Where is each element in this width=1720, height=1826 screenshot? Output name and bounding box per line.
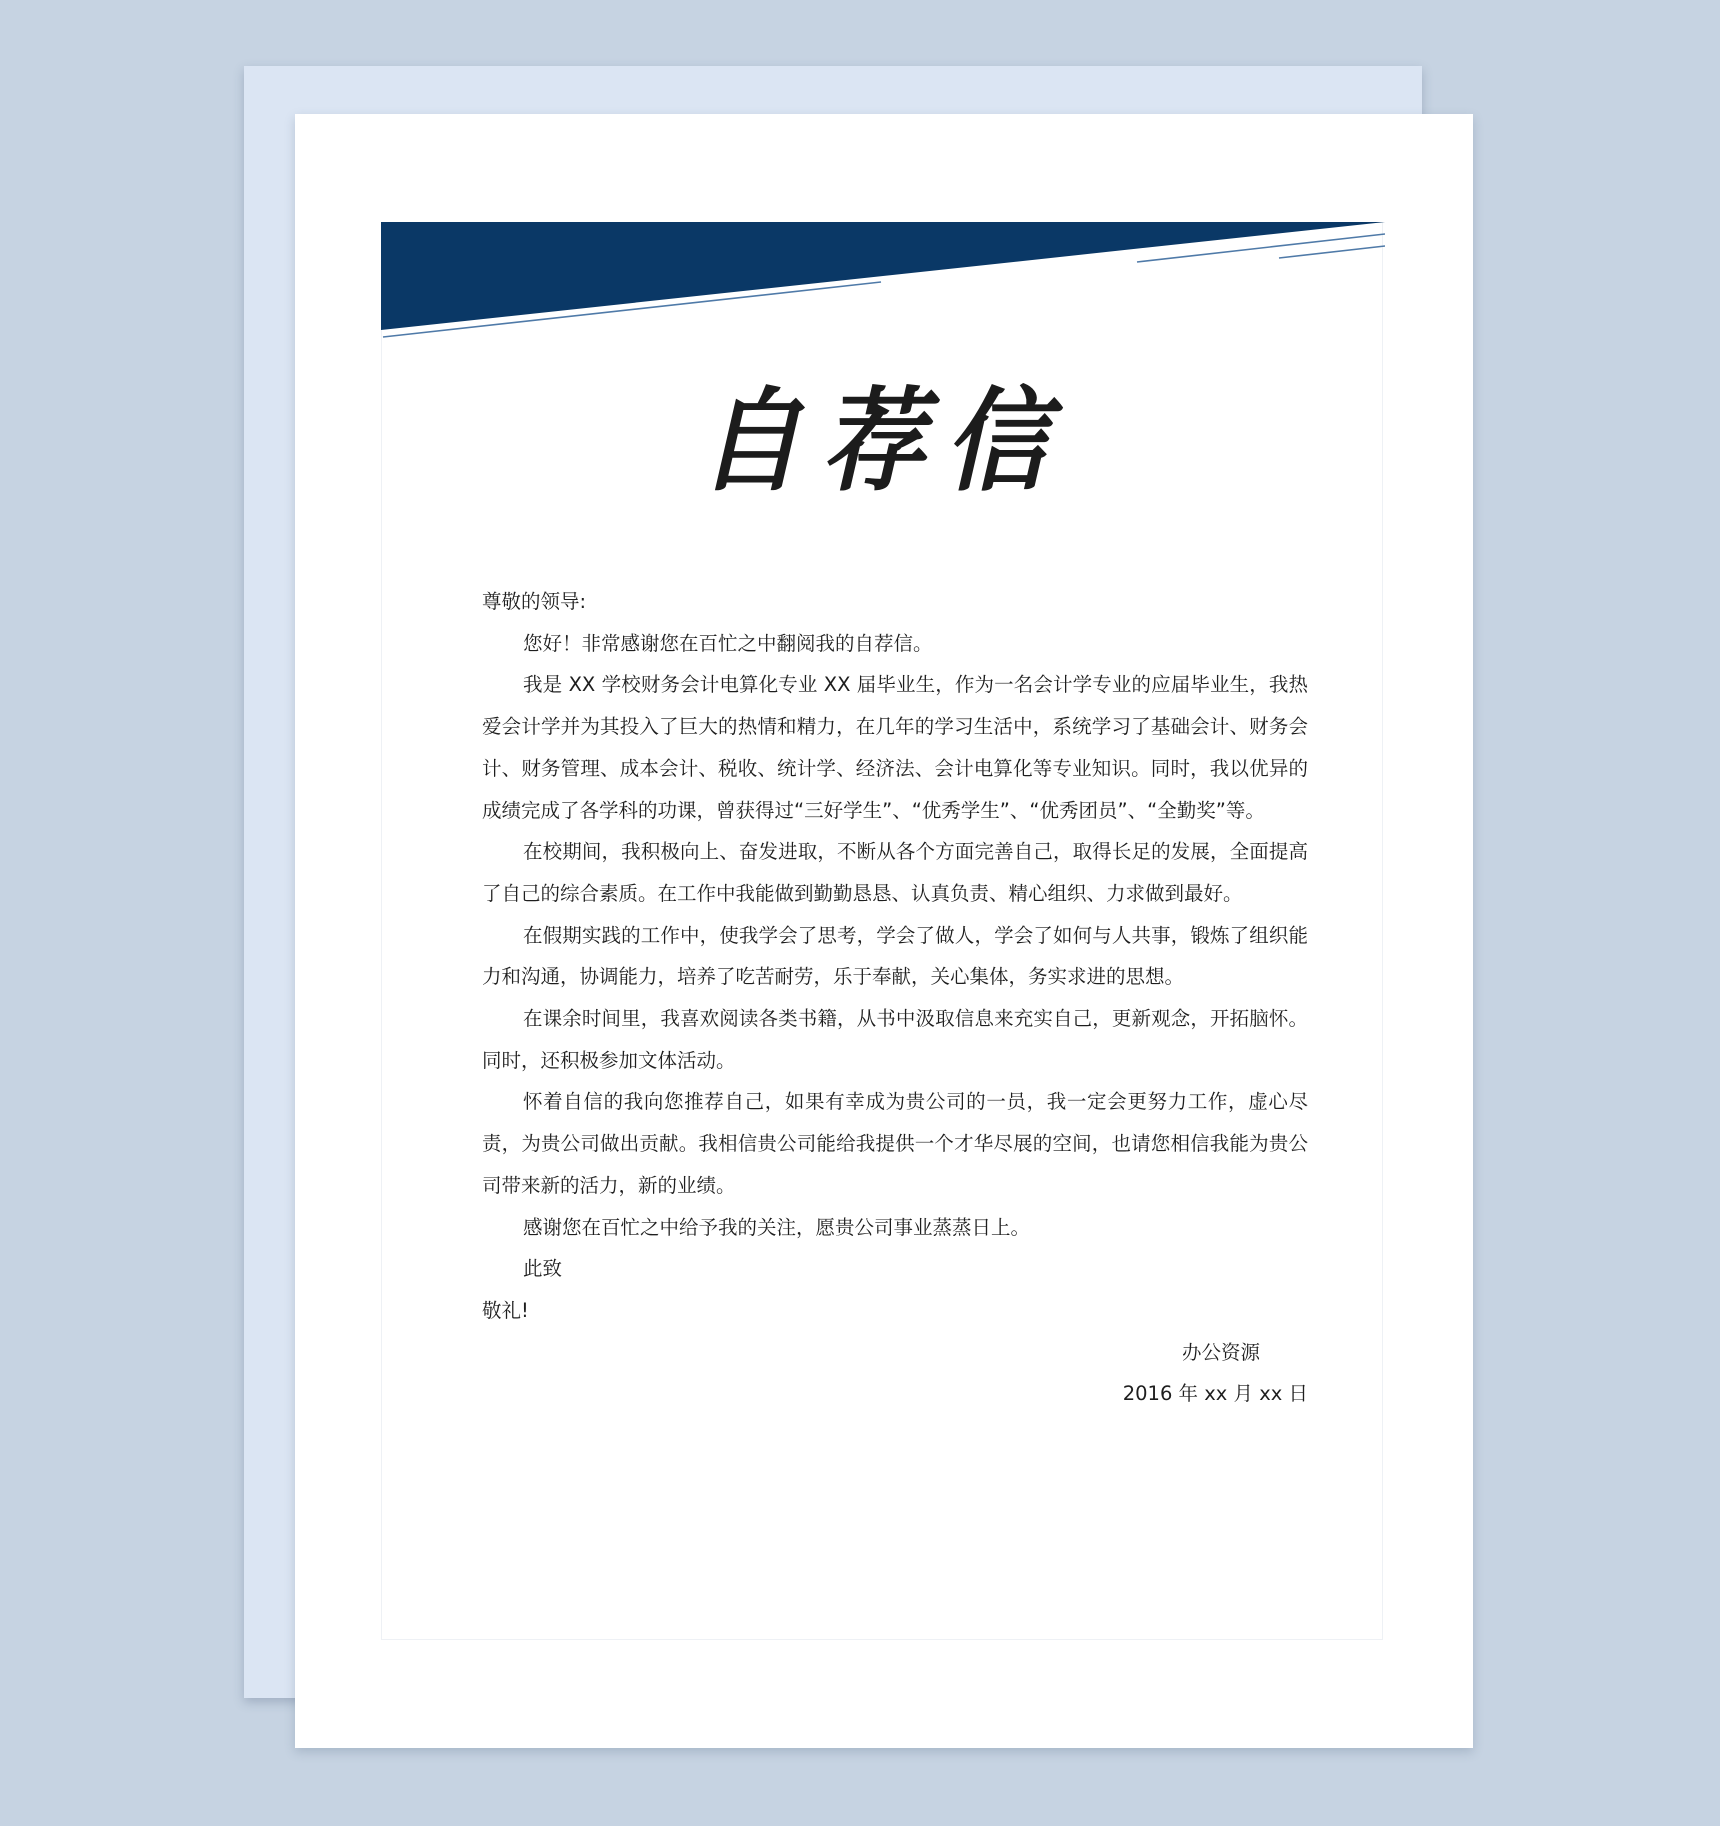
- header-line-right-2: [1279, 246, 1385, 258]
- paragraph: 在课余时间里，我喜欢阅读各类书籍，从书中汲取信息来充实自己，更新观念，开拓脑怀。同时，还积极参加文体活动。: [482, 1007, 1308, 1072]
- closing-salutation: 此致: [523, 1257, 563, 1281]
- paragraph: 您好！非常感谢您在百忙之中翻阅我的自荐信。: [523, 631, 933, 655]
- closing-regards: 敬礼!: [482, 1298, 529, 1322]
- letter-body: [482, 581, 1308, 1415]
- signature: 办公资源: [1181, 1340, 1260, 1364]
- header-band-shape: [381, 222, 1385, 330]
- letter-title: 自荐信: [698, 376, 1068, 507]
- paragraph: 怀着自信的我向您推荐自己，如果有幸成为贵公司的一员，我一定会更努力工作，虚心尽责，为贵公司做出贡献。我相信贵公司能给我提供一个才华尽展的空间，也请您相信我能为贵公司带来新的活力，新的业绩。: [482, 1090, 1308, 1197]
- header-band: [381, 222, 1385, 342]
- paragraph: 感谢您在百忙之中给予我的关注，愿贵公司事业蒸蒸日上。: [523, 1215, 1031, 1239]
- paragraph: 在校期间，我积极向上、奋发进取，不断从各个方面完善自己，取得长足的发展，全面提高了自己的综合素质。在工作中我能做到勤勤恳恳、认真负责、精心组织、力求做到最好。: [482, 840, 1308, 905]
- letter-date: 2016 年 xx 月 xx 日: [1122, 1382, 1308, 1406]
- greeting: 尊敬的领导:: [482, 590, 587, 613]
- paragraph: 我是 XX 学校财务会计电算化专业 XX 届毕业生，作为一名会计学专业的应届毕业生，我热爱会计学并为其投入了巨大的热情和精力，在几年的学习生活中，系统学习了基础会计、财务会计、财务管理、成本会计、税收、统计学、经济法、会计电算化等专业知识。同时，我以优异的成绩完成了各学科的功课，曾获得过“三好学生”、“优秀学生”、“优秀团员”、“全勤奖”等。: [482, 673, 1308, 822]
- paragraph: 在假期实践的工作中，使我学会了思考，学会了做人，学会了如何与人共事，锻炼了组织能力和沟通，协调能力，培养了吃苦耐劳，乐于奉献，关心集体，务实求进的思想。: [482, 923, 1308, 989]
